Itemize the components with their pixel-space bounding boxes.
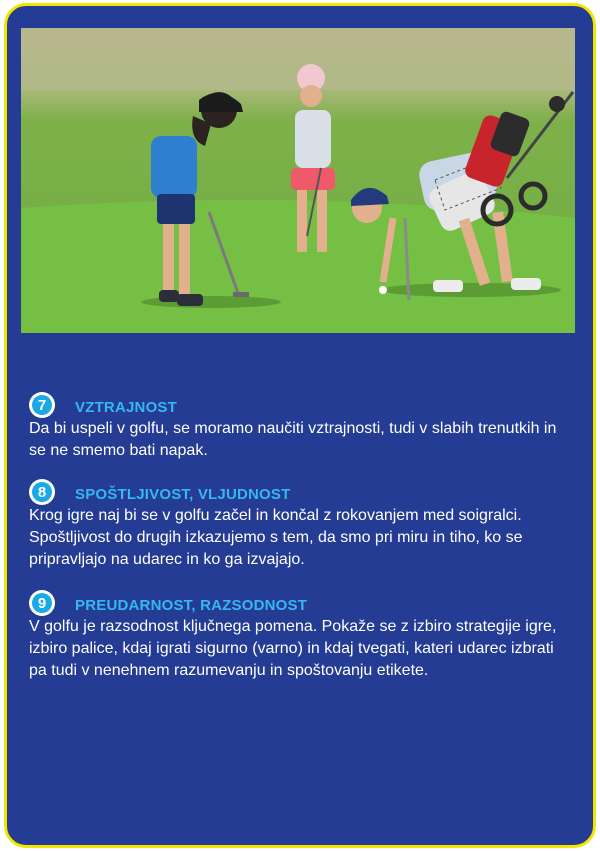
value-description: V golfu je razsodnost ključnega pomena. Pokaže se z izbiro strategije igre, izbiro palice, kdaj igrati sigurno (varno) in kdaj tvegati, kateri udarec izbrati pa tudi v nenehnem razumevanju in spoštovanju etikete.	[29, 618, 557, 679]
value-title: PREUDARNOST, RAZSODNOST	[75, 597, 308, 614]
value-item-header	[29, 590, 579, 616]
value-title: SPOŠTLJIVOST, VLJUDNOST	[75, 486, 291, 503]
value-description: Krog igre naj bi se v golfu začel in končal z rokovanjem med soigralci. Spoštljivost do drugih izkazujemo s tem, da smo pri miru in tiho, ko se pripravljajo na udarec in ko ga izvajajo.	[29, 507, 523, 568]
number-badge	[29, 479, 55, 505]
golf-children-photo	[21, 28, 575, 333]
info-card	[4, 3, 596, 848]
value-title: VZTRAJNOST	[75, 399, 178, 416]
value-item-prudence	[29, 590, 579, 682]
value-item-respect	[29, 479, 579, 571]
value-description: Da bi uspeli v golfu, se moramo naučiti vztrajnosti, tudi v slabih trenutkih in se ne smemo bati napak.	[29, 420, 557, 459]
value-item-header	[29, 392, 579, 418]
number-badge	[29, 590, 55, 616]
number-badge-label: 7	[32, 395, 52, 415]
value-item-header	[29, 479, 579, 505]
number-badge	[29, 392, 55, 418]
children-playing-golf-photo	[21, 28, 575, 333]
value-item-perseverance	[29, 392, 579, 462]
number-badge-label: 8	[32, 482, 52, 502]
number-badge-label: 9	[32, 593, 52, 613]
